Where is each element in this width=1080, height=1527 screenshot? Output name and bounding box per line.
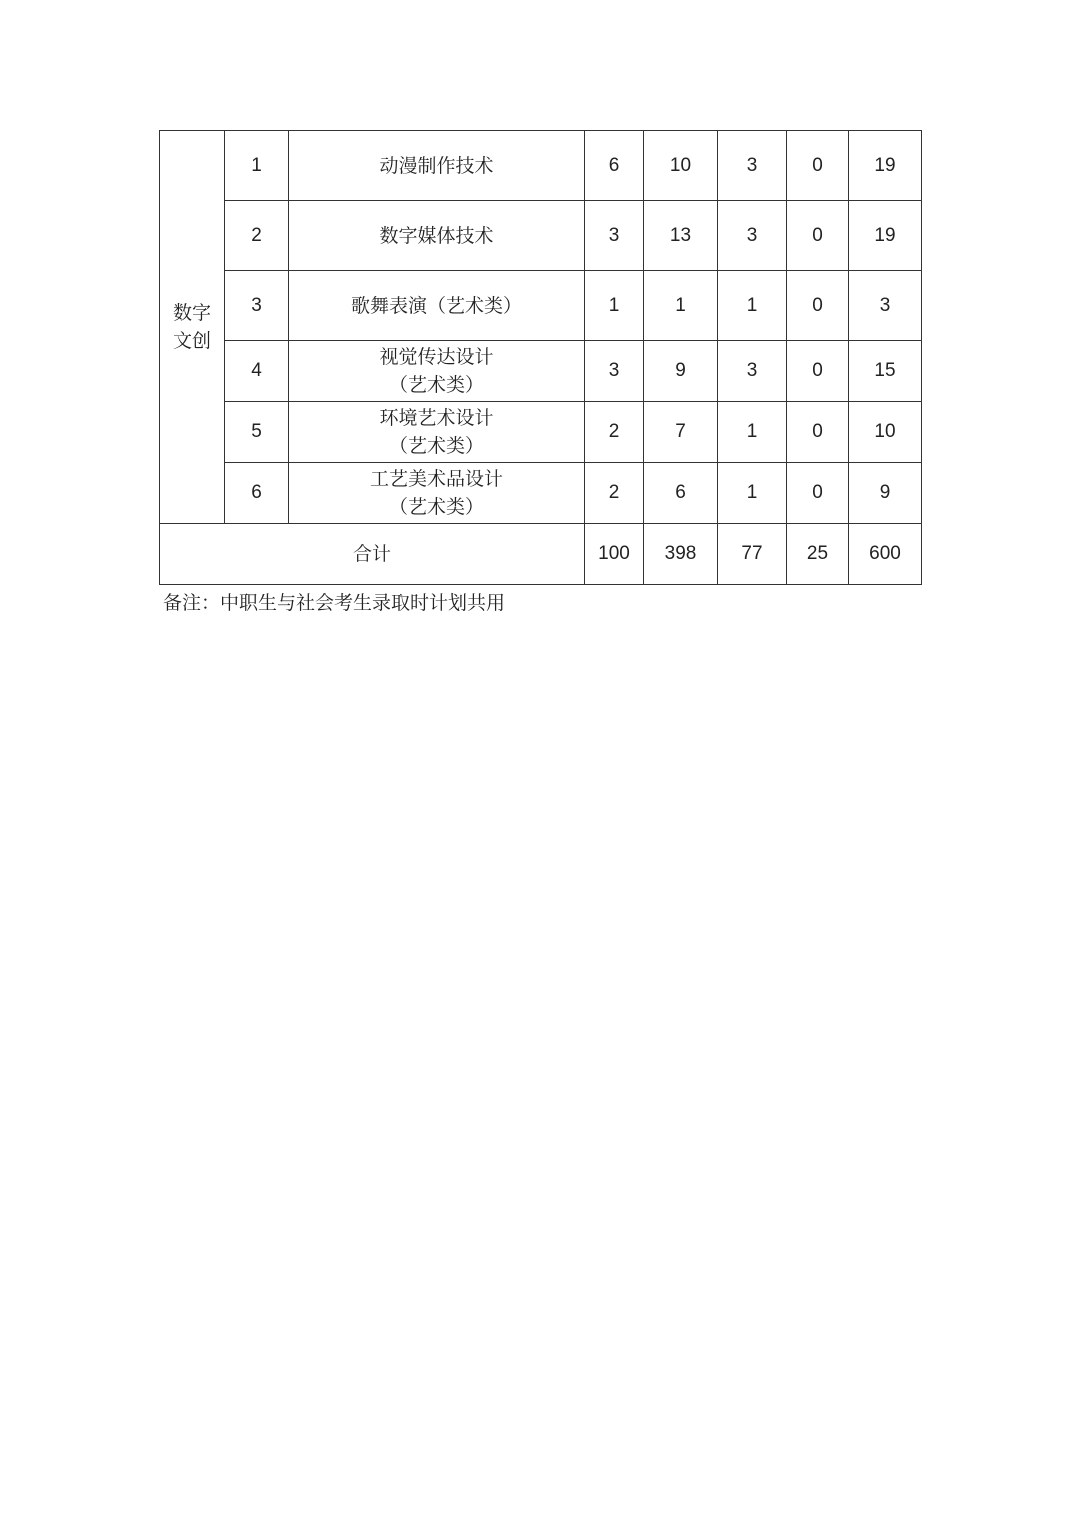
- value-cell: 7: [644, 402, 718, 463]
- value-cell: 10: [644, 131, 718, 201]
- value-cell: 1: [718, 271, 787, 341]
- value-cell: 2: [585, 402, 644, 463]
- group-cell: [160, 131, 225, 524]
- major-name: [289, 271, 585, 341]
- value-cell: 0: [787, 131, 849, 201]
- major-name-line: 环境艺术设计: [379, 407, 494, 429]
- value-cell: 1: [718, 463, 787, 524]
- value-cell: 0: [787, 201, 849, 271]
- value-cell: 1: [585, 271, 644, 341]
- table-row: [160, 201, 922, 271]
- value-cell: 0: [787, 402, 849, 463]
- major-name: [289, 402, 585, 463]
- major-name-line: （艺术类）: [388, 496, 484, 518]
- summary-value-cell: 398: [644, 524, 718, 585]
- major-name-line: 工艺美术品设计: [369, 468, 503, 490]
- row-total-cell: 10: [849, 402, 922, 463]
- row-number: 2: [225, 201, 289, 271]
- table-row: [160, 402, 922, 463]
- row-total-cell: 19: [849, 131, 922, 201]
- row-total-cell: 15: [849, 341, 922, 402]
- value-cell: 1: [718, 402, 787, 463]
- major-name-line: （艺术类）: [388, 374, 484, 396]
- summary-total-cell: 600: [849, 524, 922, 585]
- summary-value-cell: 100: [585, 524, 644, 585]
- summary-value-cell: 25: [787, 524, 849, 585]
- value-cell: 0: [787, 271, 849, 341]
- value-cell: 9: [644, 341, 718, 402]
- value-cell: 3: [585, 201, 644, 271]
- enrollment-plan-table: [159, 130, 922, 585]
- group-label-line: 数字: [172, 302, 211, 324]
- major-name: [289, 131, 585, 201]
- footnote: 备注：中职生与社会考生录取时计划共用: [163, 592, 506, 614]
- value-cell: 13: [644, 201, 718, 271]
- value-cell: 3: [718, 201, 787, 271]
- value-cell: 2: [585, 463, 644, 524]
- major-name-line: 数字媒体技术: [379, 224, 494, 247]
- value-cell: 0: [787, 341, 849, 402]
- row-number: 3: [225, 271, 289, 341]
- value-cell: 1: [644, 271, 718, 341]
- value-cell: 3: [585, 341, 644, 402]
- row-number: 6: [225, 463, 289, 524]
- summary-row: [160, 524, 922, 585]
- value-cell: 6: [644, 463, 718, 524]
- value-cell: 0: [787, 463, 849, 524]
- summary-value-cell: 77: [718, 524, 787, 585]
- row-number: 5: [225, 402, 289, 463]
- value-cell: 3: [718, 131, 787, 201]
- row-number: 4: [225, 341, 289, 402]
- major-name-line: 视觉传达设计: [379, 346, 494, 368]
- row-total-cell: 3: [849, 271, 922, 341]
- value-cell: 6: [585, 131, 644, 201]
- value-cell: 3: [718, 341, 787, 402]
- major-name-line: （艺术类）: [388, 435, 484, 457]
- major-name: [289, 201, 585, 271]
- major-name: [289, 341, 585, 402]
- row-total-cell: 19: [849, 201, 922, 271]
- group-label-line: 文创: [172, 330, 211, 352]
- row-number: 1: [225, 131, 289, 201]
- row-total-cell: 9: [849, 463, 922, 524]
- major-name: [289, 463, 585, 524]
- table-row: [160, 341, 922, 402]
- table-row: [160, 271, 922, 341]
- major-name-line: 动漫制作技术: [379, 154, 494, 177]
- summary-label: 合计: [160, 524, 585, 585]
- major-name-line: 歌舞表演（艺术类）: [350, 294, 522, 317]
- table-row: [160, 131, 922, 201]
- table-row: [160, 463, 922, 524]
